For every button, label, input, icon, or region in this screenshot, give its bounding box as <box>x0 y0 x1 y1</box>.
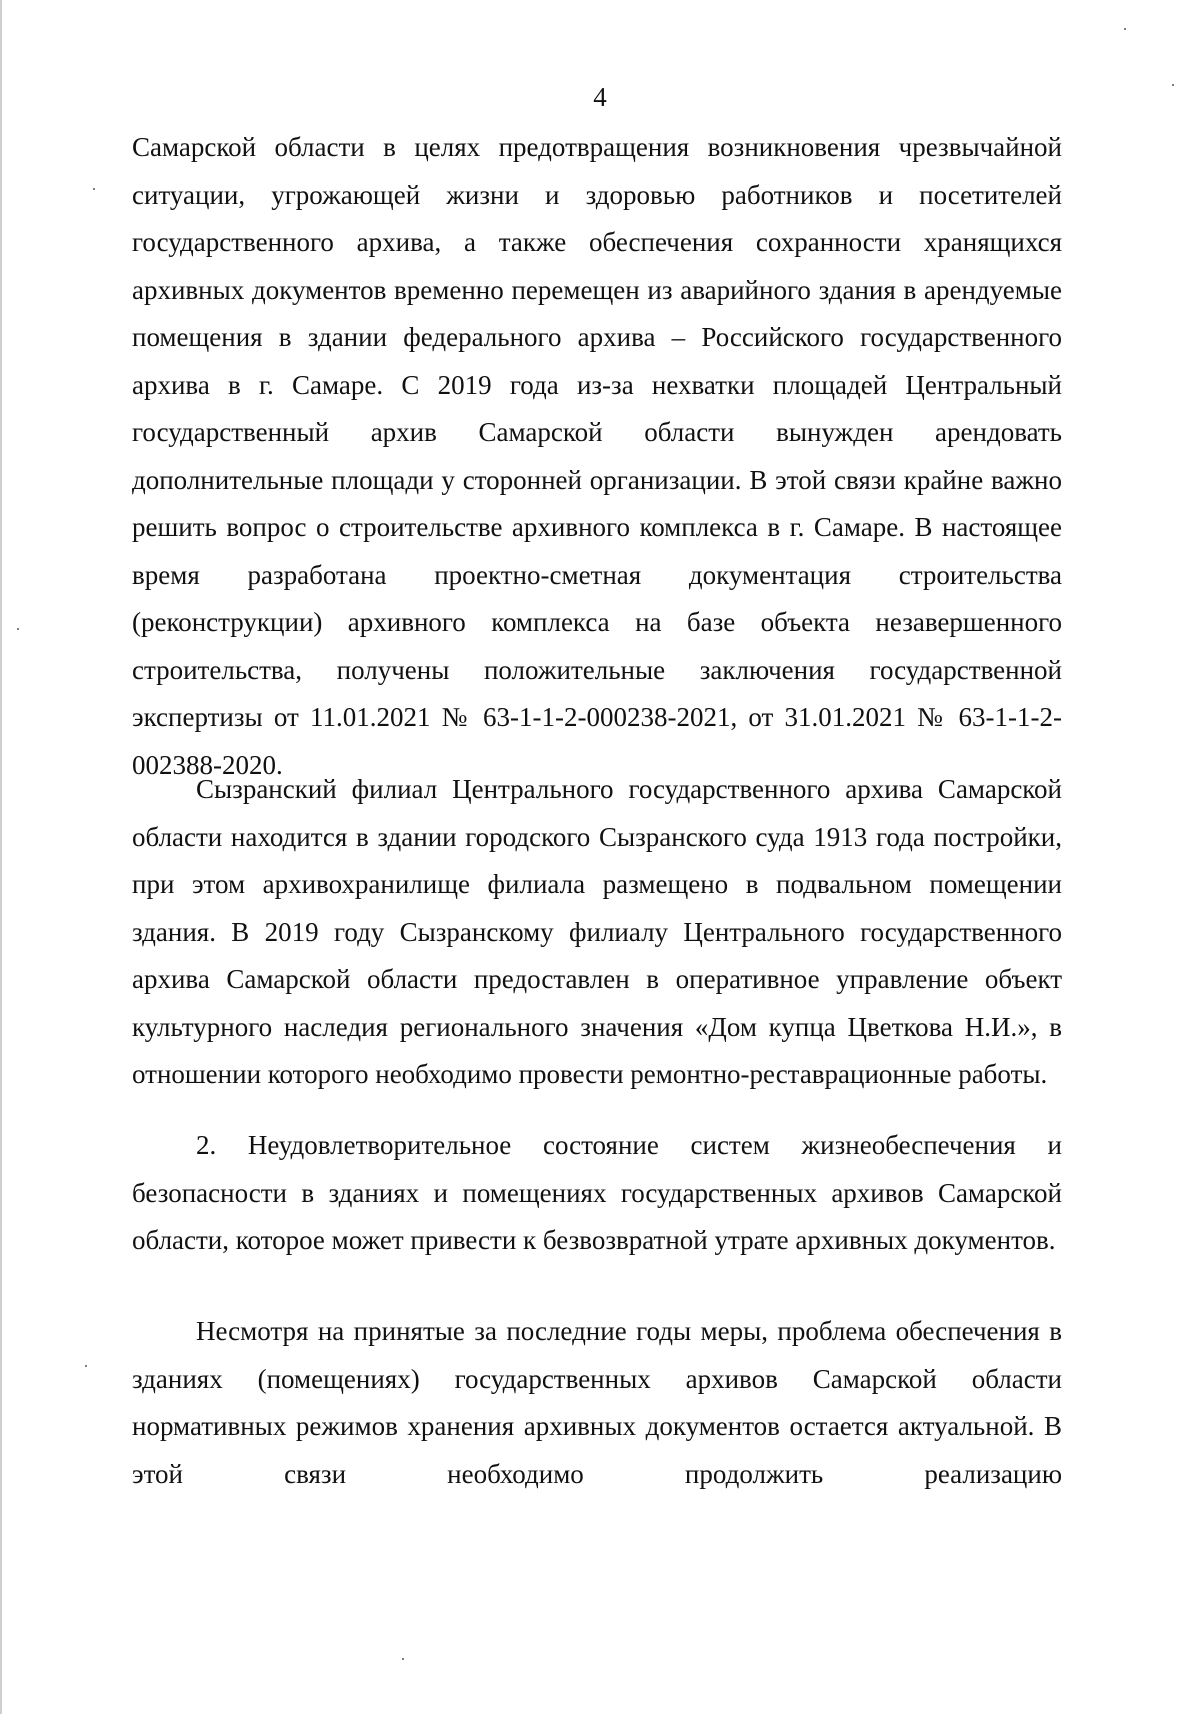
scan-speck <box>402 1658 404 1660</box>
scan-speck <box>93 188 95 190</box>
scan-speck <box>1172 84 1174 86</box>
paragraph-4: Несмотря на принятые за последние годы меры, проблема обеспечения в зданиях (помещениях) государственных архивов Самарской области нормативных режимов хранения архивных документов остается актуальной. В этой связи необходимо продолжить реализацию <box>132 1316 1062 1489</box>
paragraph-2-block <box>132 766 1062 1099</box>
paragraph-4-block <box>132 1308 1062 1498</box>
scan-edge <box>0 0 2 1714</box>
paragraph-2: Сызранский филиал Центрального государственного архива Самарской области находится в здании городского Сызранского суда 1913 года постройки, при этом архивохранилище филиала размещено в подвальном помещении здания. В 2019 году Сызранскому филиалу Центрального государственного архива Самарской области предоставлен в оперативное управление объект культурного наследия регионального значения «Дом купца Цветкова Н.И.», в отношении которого необходимо провести ремонтно-реставрационные работы. <box>132 774 1062 1089</box>
paragraph-3-block <box>132 1122 1062 1265</box>
paragraph-1: Самарской области в целях предотвращения возникновения чрезвычайной ситуации, угрожающей жизни и здоровью работников и посетителей государственного архива, а также обеспечения сохранности хранящихся архивных документов временно перемещен из аварийного здания в арендуемые помещения в здании федерального архива – Российского государственного архива в г. Самаре. С 2019 года из-за нехватки площадей Центральный государственный архив Самарской области вынужден арендовать дополнительные площади у сторонней организации. В этой связи крайне важно решить вопрос о строительстве архивного комплекса в г. Самаре. В настоящее время разработана проектно-сметная документация строительства (реконструкции) архивного комплекса на базе объекта незавершенного строительства, получены положительные заключения государственной экспертизы от 11.01.2021 № 63-1-1-2-000238-2021, от 31.01.2021 № 63-1-1-2-002388-2020. <box>132 132 1062 780</box>
page-number: 4 <box>593 82 607 112</box>
paragraph-1-block <box>132 124 1062 789</box>
scan-speck <box>1124 28 1126 30</box>
paragraph-3: 2. Неудовлетворительное состояние систем жизнеобеспечения и безопасности в зданиях и помещениях государственных архивов Самарской области, которое может привести к безвозвратной утрате архивных документов. <box>132 1130 1062 1255</box>
scan-speck <box>17 628 19 630</box>
scan-speck <box>85 1365 87 1367</box>
